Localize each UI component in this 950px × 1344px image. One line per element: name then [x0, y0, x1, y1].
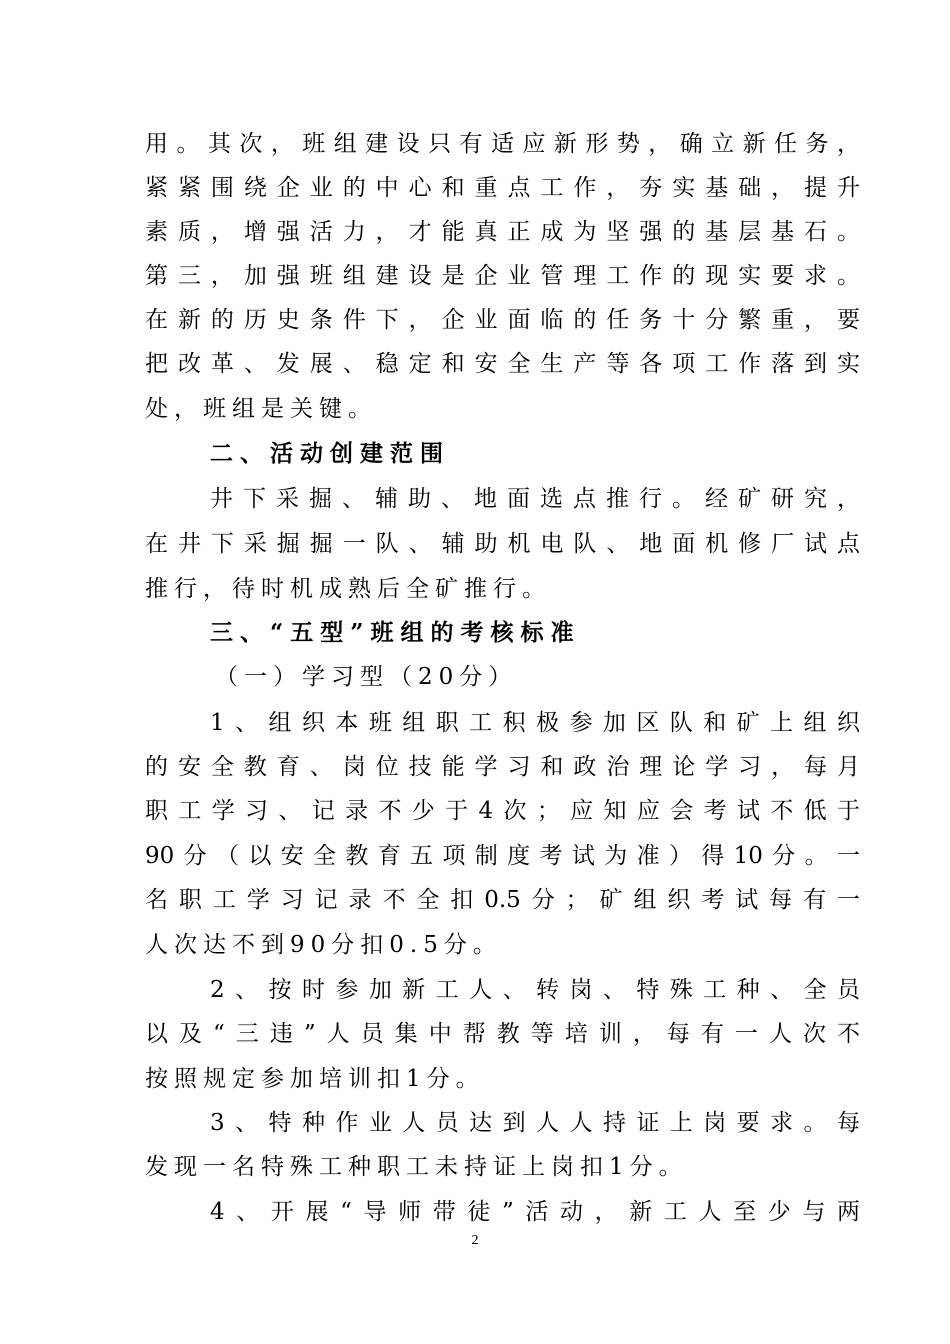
body-line: 人次达不到90分扣0.5分。 [145, 932, 502, 958]
body-line: 紧紧围绕企业的中心和重点工作，夯实基础，提升 [145, 175, 860, 201]
body-line: 3、特种作业人员达到人人持证上岗要求。每 [210, 1110, 860, 1136]
body-line: 90分（以安全教育五项制度考试为准）得10分。一 [145, 843, 860, 869]
body-line: 井下采掘、辅助、地面选点推行。经矿研究， [210, 486, 860, 512]
body-line: 以及“三违”人员集中帮教等培训，每有一人次不 [145, 1021, 860, 1047]
body-line: 用。其次，班组建设只有适应新形势，确立新任务， [145, 131, 860, 157]
body-line: 按照规定参加培训扣1分。 [145, 1066, 485, 1092]
body-line: 第三，加强班组建设是企业管理工作的现实要求。 [145, 263, 860, 289]
section-heading-2: 二、活动创建范围 [210, 440, 450, 467]
body-line: 1、组织本班组职工积极参加区队和矿上组织 [210, 710, 860, 736]
body-line: 发现一名特殊工种职工未持证上岗扣1分。 [145, 1154, 688, 1180]
section-heading-3: 三、“五型”班组的考核标准 [210, 619, 581, 646]
body-line: 把改革、发展、稳定和安全生产等各项工作落到实 [145, 351, 860, 377]
body-line: 4、开展“导师带徒”活动，新工人至少与两 [210, 1199, 860, 1225]
body-line: 在井下采掘掘一队、辅助机电队、地面机修厂试点 [145, 531, 860, 557]
body-line: 在新的历史条件下，企业面临的任务十分繁重，要 [145, 307, 860, 333]
subsection-heading: （一）学习型（20分） [215, 664, 518, 690]
body-line: 2、按时参加新工人、转岗、特殊工种、全员 [210, 977, 860, 1003]
body-line: 名职工学习记录不全扣0.5分；矿组织考试每有一 [145, 887, 860, 913]
page-number: 2 [471, 1233, 479, 1248]
body-line: 处，班组是关键。 [145, 396, 377, 422]
body-line: 职工学习、记录不少于4次；应知应会考试不低于 [145, 798, 860, 824]
body-line: 推行，待时机成熟后全矿推行。 [145, 576, 551, 602]
body-line: 的安全教育、岗位技能学习和政治理论学习，每月 [145, 754, 860, 780]
body-line: 素质，增强活力，才能真正成为坚强的基层基石。 [145, 219, 860, 245]
